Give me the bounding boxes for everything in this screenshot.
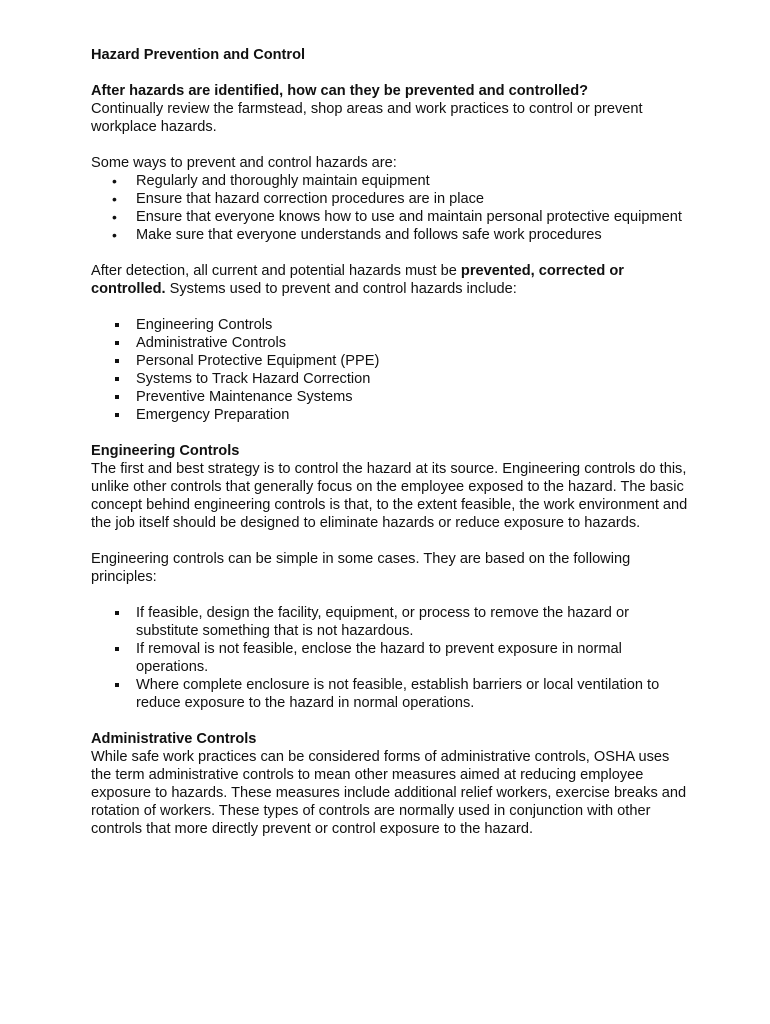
list-item: Systems to Track Hazard Correction [91, 370, 691, 388]
detection-emphasis: prevented, corrected or controlled. [91, 263, 624, 297]
document-page [91, 46, 691, 838]
list-item: If removal is not feasible, enclose the hazard to prevent exposure in normal operations. [91, 640, 691, 676]
list-item: Where complete enclosure is not feasible, establish barriers or local ventilation to reduce exposure to the hazard in normal operations. [91, 676, 691, 712]
detection-text: After detection, all current and potential hazards must be [91, 263, 461, 279]
list-item: Emergency Preparation [91, 406, 691, 424]
engineering-controls-paragraph: The first and best strategy is to control the hazard at its source. Engineering controls do this, unlike other controls that generally focus on the employee exposed to the hazard. The basic concept behind engineering controls is that, to the extent feasible, the work environment and the job itself should be designed to eliminate hazards or reduce exposure to hazards. [91, 461, 688, 531]
list-item: • Regularly and thoroughly maintain equipment [91, 172, 691, 190]
document-title: Hazard Prevention and Control [91, 47, 306, 63]
principles-list [91, 604, 691, 712]
list-item: • Make sure that everyone understands and follows safe work procedures [91, 226, 691, 244]
list-item: If feasible, design the facility, equipment, or process to remove the hazard or substitute something that is not hazardous. [91, 604, 691, 640]
list-item: Engineering Controls [91, 316, 691, 334]
answer-paragraph: Continually review the farmstead, shop areas and work practices to control or prevent workplace hazards. [91, 101, 643, 135]
question-heading: After hazards are identified, how can they be prevented and controlled? [91, 83, 589, 99]
detection-text-end: Systems used to prevent and control hazards include: [165, 281, 517, 297]
administrative-controls-heading: Administrative Controls [91, 731, 257, 747]
list-item: Administrative Controls [91, 334, 691, 352]
list-item: Preventive Maintenance Systems [91, 388, 691, 406]
ways-intro: Some ways to prevent and control hazards are: [91, 155, 397, 171]
detection-paragraph [91, 262, 691, 298]
list-item: • Ensure that everyone knows how to use and maintain personal protective equipment [91, 208, 691, 226]
list-item: Personal Protective Equipment (PPE) [91, 352, 691, 370]
ways-list [91, 172, 691, 244]
engineering-principles-intro: Engineering controls can be simple in some cases. They are based on the following principles: [91, 551, 631, 585]
list-item: • Ensure that hazard correction procedures are in place [91, 190, 691, 208]
engineering-controls-heading: Engineering Controls [91, 443, 240, 459]
systems-list [91, 316, 691, 424]
administrative-controls-paragraph: While safe work practices can be considered forms of administrative controls, OSHA uses the term administrative controls to mean other measures aimed at reducing employee exposure to hazards. These measures include additional relief workers, exercise breaks and rotation of workers. These types of controls are normally used in conjunction with other controls that more directly prevent or control exposure to the hazard. [91, 749, 687, 837]
